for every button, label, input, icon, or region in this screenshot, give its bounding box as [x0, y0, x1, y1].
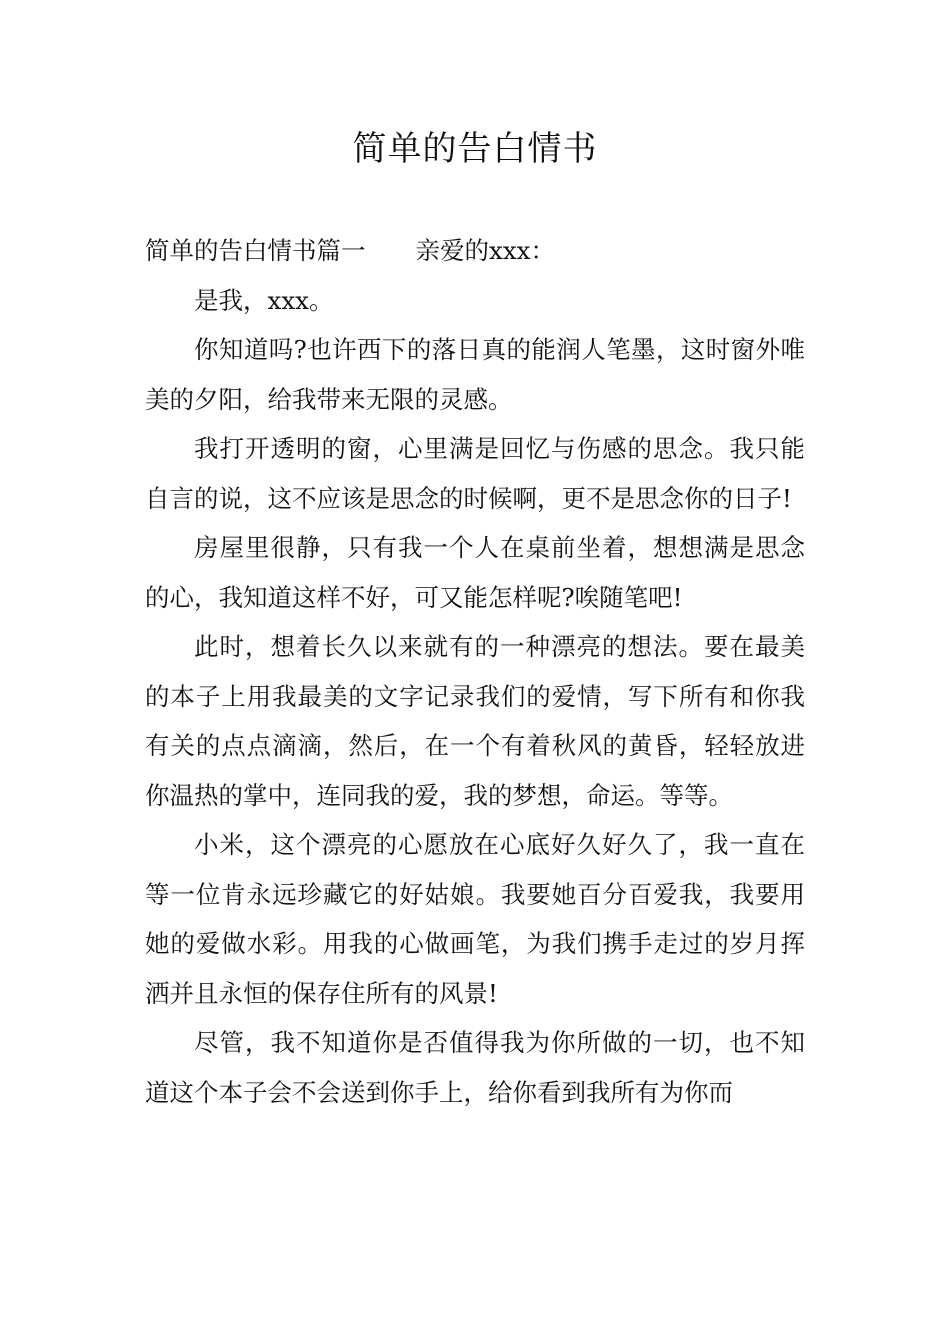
paragraph: 是我，xxx。	[194, 285, 334, 315]
paragraph: 此时，想着长久以来就有的一种漂亮的想法。要在最美的本子上用我最美的文字记录我们的爱情，写下所有和你我有关的点点滴滴，然后，在一个有着秋风的黄昏，轻轻放进你温热的掌中，连同我的爱，我的梦想，命运。等等。	[145, 632, 805, 810]
paragraph: 小米，这个漂亮的心愿放在心底好久好久了，我一直在等一位肯永远珍藏它的好姑娘。我要她百分百爱我，我要用她的爱做水彩。用我的心做画笔，为我们携手走过的岁月挥洒并且永恒的保存住所有的风景!	[145, 830, 805, 1008]
paragraph: 尽管，我不知道你是否值得我为你所做的一切，也不知道这个本子会不会送到你手上，给你看到我所有为你而	[145, 1028, 805, 1107]
heading-line	[145, 226, 805, 276]
salutation: 亲爱的xxx：	[415, 236, 555, 265]
paragraph: 房屋里很静，只有我一个人在桌前坐着，想想满是思念的心，我知道这样不好，可又能怎样呢?唉随笔吧!	[145, 533, 805, 612]
section-label: 简单的告白情书篇一	[145, 236, 366, 265]
document-title: 简单的告白情书	[352, 129, 598, 169]
paragraph: 你知道吗?也许西下的落日真的能润人笔墨，这时窗外唯美的夕阳，给我带来无限的灵感。	[145, 335, 805, 414]
document-body	[145, 226, 805, 1117]
paragraph: 我打开透明的窗，心里满是回忆与伤感的思念。我只能自言的说，这不应该是思念的时候啊，更不是思念你的日子!	[145, 434, 805, 513]
